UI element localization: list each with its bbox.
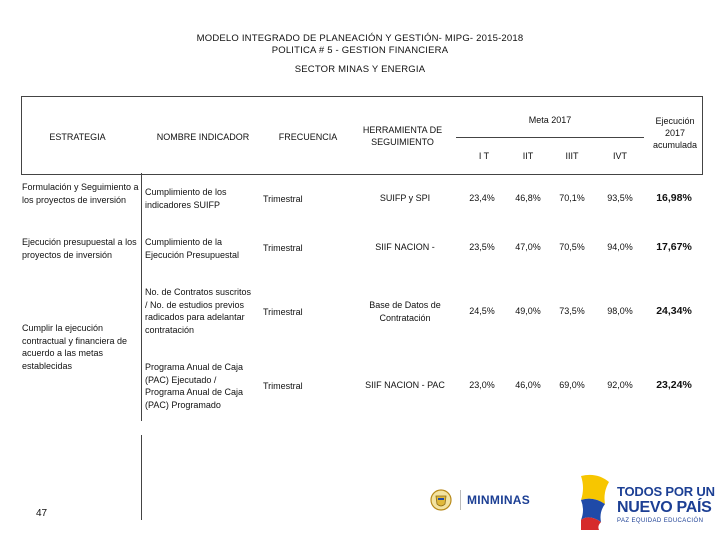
row1-q2: 46,8%: [515, 193, 541, 203]
row3-q1: 24,5%: [469, 306, 495, 316]
row4-indicador: Programa Anual de Caja (PAC) Ejecutado / Programa Anual de Caja (PAC) Programado: [145, 362, 244, 410]
coat-of-arms-icon: [428, 487, 454, 513]
row2-q1: 23,5%: [469, 242, 495, 252]
row4-ejecucion: 23,24%: [656, 379, 692, 391]
minminas-logo: [428, 487, 553, 513]
minminas-label: MINMINAS: [467, 493, 531, 507]
header-q4: IVT: [612, 151, 627, 161]
header-estrategia: ESTRATEGIA: [49, 132, 106, 142]
row3-indicador: No. de Contratos suscritos / No. de estudios previos radicados para adelantar contratación: [145, 287, 252, 335]
row1-herramienta: SUIFP y SPI: [379, 193, 431, 203]
row4-frecuencia: Trimestral: [263, 381, 303, 391]
document-title-line1: MODELO INTEGRADO DE PLANEACIÓN Y GESTIÓN- MIPG- 2015-2018: [196, 33, 524, 44]
row3-q2: 49,0%: [515, 306, 541, 316]
row4-herramienta: SIIF NACION - PAC: [365, 380, 445, 390]
todos-por-un-nuevo-pais-logo: [575, 470, 715, 530]
row3-ejecucion: 24,34%: [656, 305, 692, 317]
row3-frecuencia: Trimestral: [263, 307, 303, 317]
row1-q1: 23,4%: [469, 193, 495, 203]
row1-q3: 70,1%: [559, 193, 585, 203]
header-q2: IIT: [522, 151, 534, 161]
row4-q3: 69,0%: [559, 380, 585, 390]
column-divider: [141, 435, 142, 520]
header-q1: I T: [478, 151, 490, 161]
todos-line2: NUEVO PAÍS: [617, 499, 712, 516]
logo-divider: [460, 490, 461, 510]
header-ejecucion: Ejecución 2017 acumulada: [652, 116, 698, 150]
header-frecuencia: FRECUENCIA: [278, 132, 338, 142]
header-meta: Meta 2017: [528, 115, 572, 125]
row2-q4: 94,0%: [607, 242, 633, 252]
header-indicador: NOMBRE INDICADOR: [156, 132, 250, 142]
document-title-line2: POLITICA # 5 - GESTION FINANCIERA: [271, 45, 449, 56]
row3-estrategia: Cumplir la ejecución contractual y financiera de acuerdo a las metas establecidas: [22, 323, 128, 371]
row1-estrategia: Formulación y Seguimiento a los proyectos de inversión: [22, 182, 139, 205]
row4-q1: 23,0%: [469, 380, 495, 390]
row1-ejecucion: 16,98%: [656, 192, 692, 204]
document-subtitle: SECTOR MINAS Y ENERGIA: [294, 64, 426, 75]
row2-q3: 70,5%: [559, 242, 585, 252]
column-divider: [141, 173, 142, 421]
row2-estrategia: Ejecución presupuestal a los proyectos de inversión: [22, 237, 137, 260]
flag-brush-icon: [575, 470, 615, 530]
row1-frecuencia: Trimestral: [263, 194, 303, 204]
row4-q2: 46,0%: [515, 380, 541, 390]
row2-frecuencia: Trimestral: [263, 243, 303, 253]
row3-herramienta: Base de Datos de Contratación: [369, 300, 441, 323]
row1-indicador: Cumplimiento de los indicadores SUIFP: [145, 187, 227, 210]
row4-q4: 92,0%: [607, 380, 633, 390]
page-number: 47: [36, 508, 48, 519]
row3-q4: 98,0%: [607, 306, 633, 316]
row2-herramienta: SIIF NACION -: [375, 242, 435, 252]
header-q3: IIIT: [565, 151, 579, 161]
row3-q3: 73,5%: [559, 306, 585, 316]
todos-tagline: PAZ EQUIDAD EDUCACIÓN: [617, 518, 704, 524]
row1-q4: 93,5%: [607, 193, 633, 203]
row2-ejecucion: 17,67%: [656, 241, 692, 253]
row2-indicador: Cumplimiento de la Ejecución Presupuestal: [145, 237, 240, 260]
header-herramienta: HERRAMIENTA DE SEGUIMIENTO: [362, 125, 443, 147]
todos-line1: TODOS POR UN: [617, 484, 715, 499]
row2-q2: 47,0%: [515, 242, 541, 252]
